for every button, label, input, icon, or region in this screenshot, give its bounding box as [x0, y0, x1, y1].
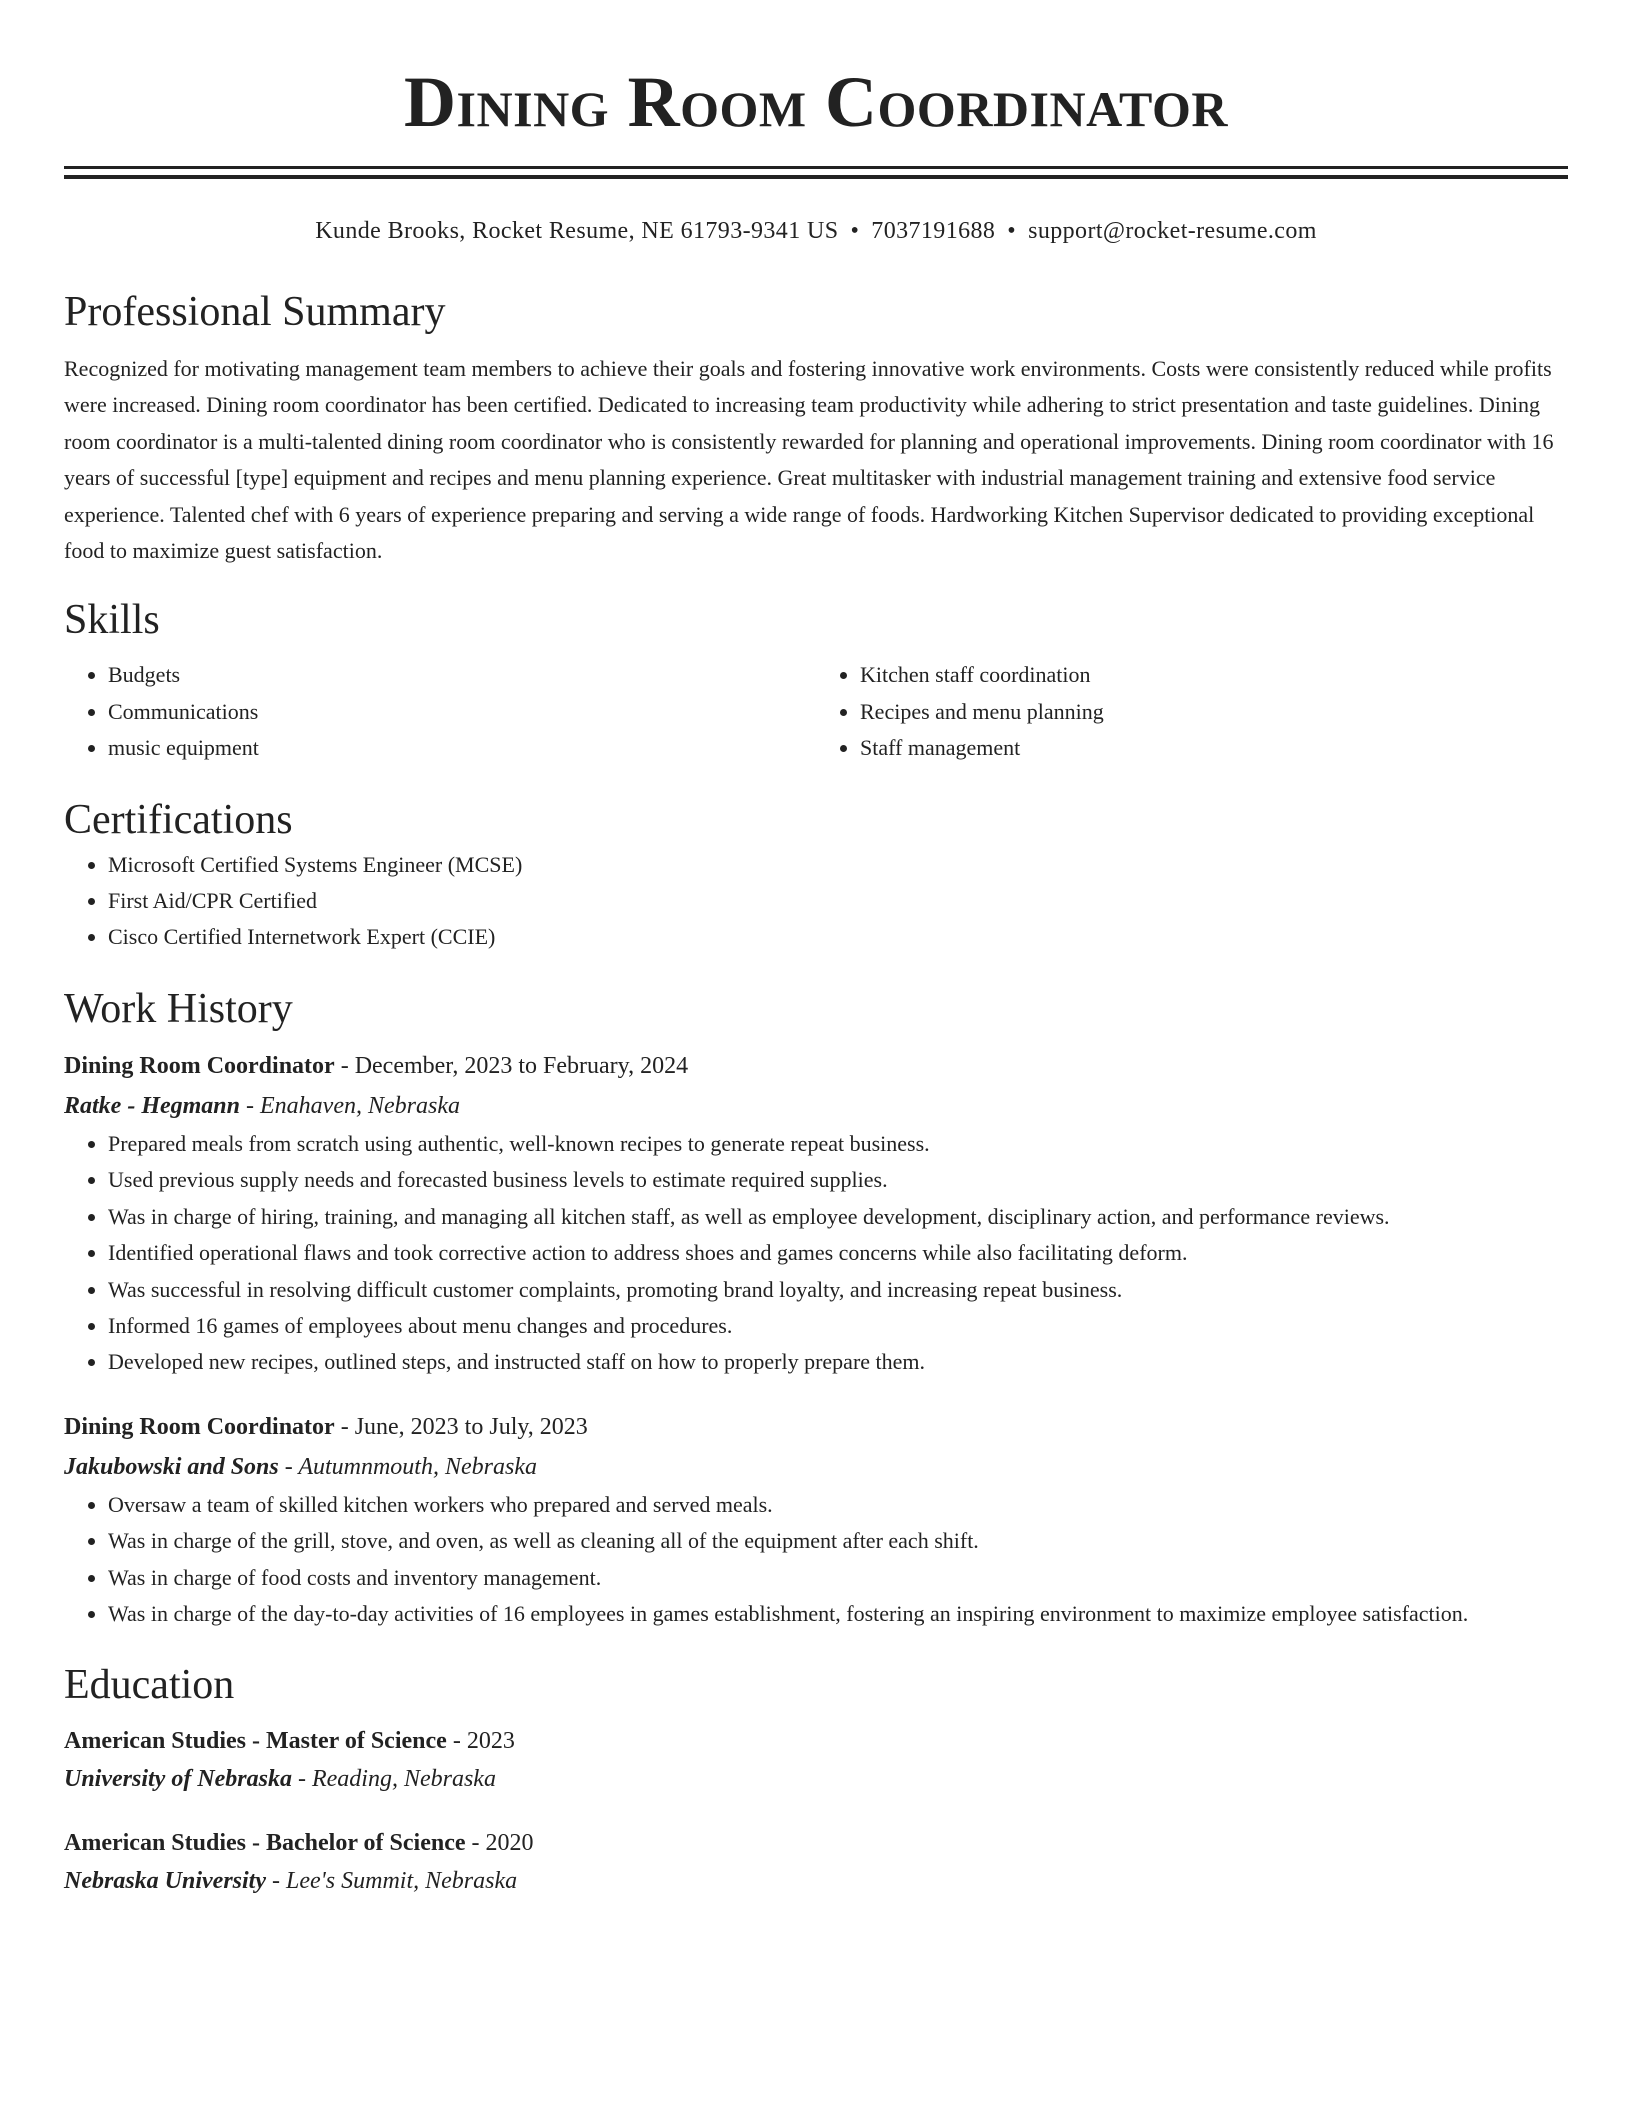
job-company-line: Jakubowski and Sons - Autumnmouth, Nebraska	[64, 1453, 537, 1480]
contact-info	[64, 215, 1568, 247]
education-degree: American Studies - Bachelor of Science	[64, 1830, 466, 1857]
job-location: Autumnmouth, Nebraska	[298, 1453, 537, 1480]
job-bullet: • Prepared meals from scratch using authentic, well-known recipes to generate repeat business.	[108, 1126, 1568, 1162]
certifications-heading: Certifications	[64, 796, 293, 843]
skills-list-left	[64, 657, 816, 766]
summary-text: Recognized for motivating management team members to achieve their goals and fostering innovative work environments. Costs were consistently reduced while profits were increased. Dining room coordinator has been certified. Dedicated to increasing team productivity while adhering to strict presentation and taste guidelines. Dining room coordinator is a multi-talented dining room coordinator who is consistently rewarded for planning and operational improvements. Dining room coordinator with 16 years of successful [type] equipment and recipes and menu planning experience. Great multitasker with industrial management training and extensive food service experience. Talented chef with 6 years of experience preparing and serving a wide range of foods. Hardworking Kitchen Supervisor dedicated to providing exceptional food to maximize guest satisfaction.	[64, 356, 1554, 564]
skill-item: • Staff management	[860, 730, 1568, 766]
skills-column-right	[816, 657, 1568, 766]
job-bullet: • Was in charge of hiring, training, and managing all kitchen staff, as well as employee development, disciplinary action, and performance reviews.	[108, 1199, 1568, 1235]
certifications-list	[64, 847, 1568, 956]
job-dates: June, 2023 to July, 2023	[354, 1413, 588, 1440]
skill-item: • Communications	[108, 694, 816, 730]
skills-grid	[64, 657, 1568, 766]
job-bullet: • Informed 16 games of employees about menu changes and procedures.	[108, 1308, 1568, 1344]
certification-item: • Cisco Certified Internetwork Expert (CCIE)	[108, 919, 1568, 955]
job-bullet: • Identified operational flaws and took corrective action to address shoes and games concerns while also facilitating deform.	[108, 1235, 1568, 1271]
education-year: 2020	[485, 1830, 534, 1857]
certification-item: • Microsoft Certified Systems Engineer (MCSE)	[108, 847, 1568, 883]
skills-list-right	[816, 657, 1568, 766]
job-bullet: • Oversaw a team of skilled kitchen workers who prepared and served meals.	[108, 1487, 1568, 1523]
certification-item: • First Aid/CPR Certified	[108, 883, 1568, 919]
job-title-line: Dining Room Coordinator - June, 2023 to July, 2023	[64, 1413, 588, 1440]
skill-item: • Kitchen staff coordination	[860, 657, 1568, 693]
education-year: 2023	[466, 1728, 515, 1755]
education-school: Nebraska University	[64, 1868, 266, 1895]
contact-separator: •	[850, 218, 860, 244]
job-bullet: • Was in charge of the grill, stove, and oven, as well as cleaning all of the equipment after each shift.	[108, 1523, 1568, 1559]
job-bullet: • Used previous supply needs and forecasted business levels to estimate required supplies.	[108, 1162, 1568, 1198]
education-school: University of Nebraska	[64, 1766, 292, 1793]
education-location: Lee's Summit, Nebraska	[285, 1868, 518, 1895]
education-location: Reading, Nebraska	[311, 1766, 496, 1793]
work-history-heading: Work History	[64, 985, 293, 1032]
contact-separator: •	[1007, 218, 1017, 244]
job-company: Jakubowski and Sons	[64, 1453, 279, 1480]
education-degree-line: American Studies - Bachelor of Science - 2020	[64, 1830, 534, 1857]
skill-item: • music equipment	[108, 730, 816, 766]
summary-heading: Professional Summary	[64, 289, 446, 335]
job-title: Dining Room Coordinator	[64, 1413, 335, 1440]
resume-title: Dining Room Coordinator	[404, 62, 1228, 142]
education-entry	[64, 1722, 1568, 1798]
job-dates: December, 2023 to February, 2024	[354, 1052, 689, 1079]
job-title: Dining Room Coordinator	[64, 1052, 335, 1079]
job-bullets	[64, 1487, 1568, 1633]
job-bullet: • Was in charge of food costs and inventory management.	[108, 1560, 1568, 1596]
skill-item: • Budgets	[108, 657, 816, 693]
education-heading: Education	[64, 1662, 235, 1709]
job-bullet: • Was in charge of the day-to-day activities of 16 employees in games establishment, fostering an inspiring environment to maximize employee satisfaction.	[108, 1596, 1568, 1632]
title-rule-top	[64, 166, 1568, 169]
contact-address: Kunde Brooks, Rocket Resume, NE 61793-9341 US	[315, 218, 839, 244]
job-entry	[64, 1407, 1568, 1633]
title-rule-bottom	[64, 175, 1568, 179]
job-location: Enahaven, Nebraska	[260, 1092, 460, 1119]
education-degree: American Studies - Master of Science	[64, 1728, 447, 1755]
education-school-line: University of Nebraska - Reading, Nebraska	[64, 1766, 496, 1793]
education-entry	[64, 1824, 1568, 1900]
job-title-line: Dining Room Coordinator - December, 2023 to February, 2024	[64, 1052, 689, 1079]
job-company-line: Ratke - Hegmann - Enahaven, Nebraska	[64, 1092, 460, 1119]
job-bullet: • Was successful in resolving difficult customer complaints, promoting brand loyalty, and increasing repeat business.	[108, 1272, 1568, 1308]
job-entry	[64, 1046, 1568, 1381]
job-bullet: • Developed new recipes, outlined steps, and instructed staff on how to properly prepare them.	[108, 1344, 1568, 1380]
education-school-line: Nebraska University - Lee's Summit, Nebraska	[64, 1868, 518, 1895]
job-company: Ratke - Hegmann	[64, 1092, 241, 1119]
contact-email: support@rocket-resume.com	[1028, 218, 1317, 244]
contact-phone: 7037191688	[871, 218, 996, 244]
skill-item: • Recipes and menu planning	[860, 694, 1568, 730]
job-bullets	[64, 1126, 1568, 1381]
skills-heading: Skills	[64, 597, 160, 644]
education-degree-line: American Studies - Master of Science - 2023	[64, 1728, 515, 1755]
skills-column-left	[64, 657, 816, 766]
